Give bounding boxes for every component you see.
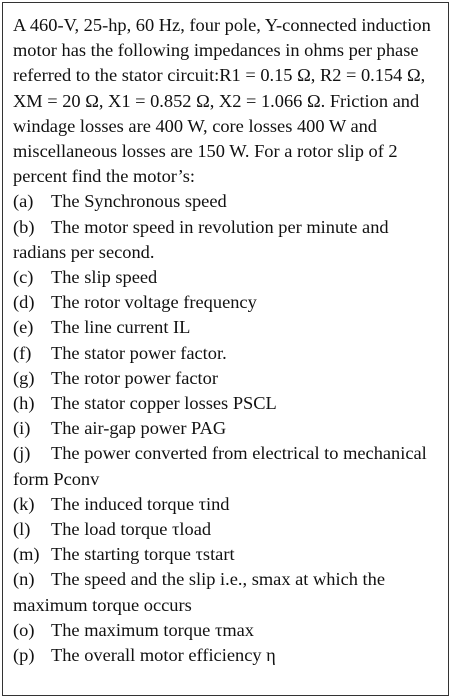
question-text: The slip speed bbox=[51, 267, 158, 288]
question-label: (e) bbox=[13, 317, 34, 338]
question-l bbox=[13, 517, 448, 542]
question-text: The load torque τload bbox=[51, 519, 212, 540]
question-text: The stator power factor. bbox=[51, 342, 227, 363]
question-m bbox=[13, 542, 448, 567]
question-label: (d) bbox=[13, 292, 35, 313]
question-o bbox=[13, 618, 448, 643]
question-j bbox=[13, 441, 448, 491]
question-f bbox=[13, 341, 448, 366]
question-label: (k) bbox=[13, 493, 35, 514]
question-label: (i) bbox=[13, 418, 31, 439]
question-h bbox=[13, 391, 448, 416]
question-label: (g) bbox=[13, 367, 35, 388]
question-c bbox=[13, 265, 448, 290]
question-d bbox=[13, 290, 448, 315]
question-label: (n) bbox=[13, 569, 35, 590]
question-text: The starting torque τstart bbox=[51, 544, 235, 565]
question-p bbox=[13, 643, 448, 668]
question-n bbox=[13, 567, 448, 617]
question-k bbox=[13, 492, 448, 517]
question-label: (c) bbox=[13, 267, 34, 288]
question-label: (j) bbox=[13, 443, 31, 464]
question-text: The rotor voltage frequency bbox=[51, 292, 257, 313]
question-text: The power converted from electrical to mechanical form Pconv bbox=[13, 443, 427, 489]
question-text: The maximum torque τmax bbox=[51, 619, 254, 640]
question-label: (m) bbox=[13, 544, 40, 565]
question-text: The induced torque τind bbox=[51, 493, 230, 514]
question-label: (h) bbox=[13, 393, 35, 414]
question-text: The motor speed in revolution per minute and radians per second. bbox=[13, 216, 389, 262]
question-b bbox=[13, 215, 448, 265]
question-label: (a) bbox=[13, 191, 34, 212]
question-text: The overall motor efficiency η bbox=[51, 645, 276, 666]
question-label: (b) bbox=[13, 216, 35, 237]
question-g bbox=[13, 366, 448, 391]
question-list bbox=[13, 189, 448, 668]
problem-box bbox=[2, 2, 449, 696]
question-label: (l) bbox=[13, 519, 31, 540]
question-e bbox=[13, 315, 448, 340]
question-i bbox=[13, 416, 448, 441]
question-text: The rotor power factor bbox=[51, 367, 218, 388]
question-text: The line current IL bbox=[51, 317, 191, 338]
question-text: The Synchronous speed bbox=[51, 191, 227, 212]
question-label: (p) bbox=[13, 645, 35, 666]
question-text: The stator copper losses PSCL bbox=[51, 393, 277, 414]
problem-intro: A 460-V, 25-hp, 60 Hz, four pole, Y-connected induction motor has the following impedances in ohms per phase referred to the stator circuit:R1 = 0.15 Ω, R2 = 0.154 Ω, XM = 20 Ω, X1 = 0.852 Ω, X2 = 1.066 Ω. Friction and windage losses are 400 W, core losses 400 W and miscellaneous losses are 150 W. For a rotor slip of 2 percent find the motor’s: bbox=[13, 15, 431, 187]
question-text: The air-gap power PAG bbox=[51, 418, 227, 439]
question-label: (f) bbox=[13, 342, 32, 363]
question-a bbox=[13, 189, 448, 214]
question-text: The speed and the slip i.e., smax at which the maximum torque occurs bbox=[13, 569, 386, 615]
question-label: (o) bbox=[13, 619, 35, 640]
